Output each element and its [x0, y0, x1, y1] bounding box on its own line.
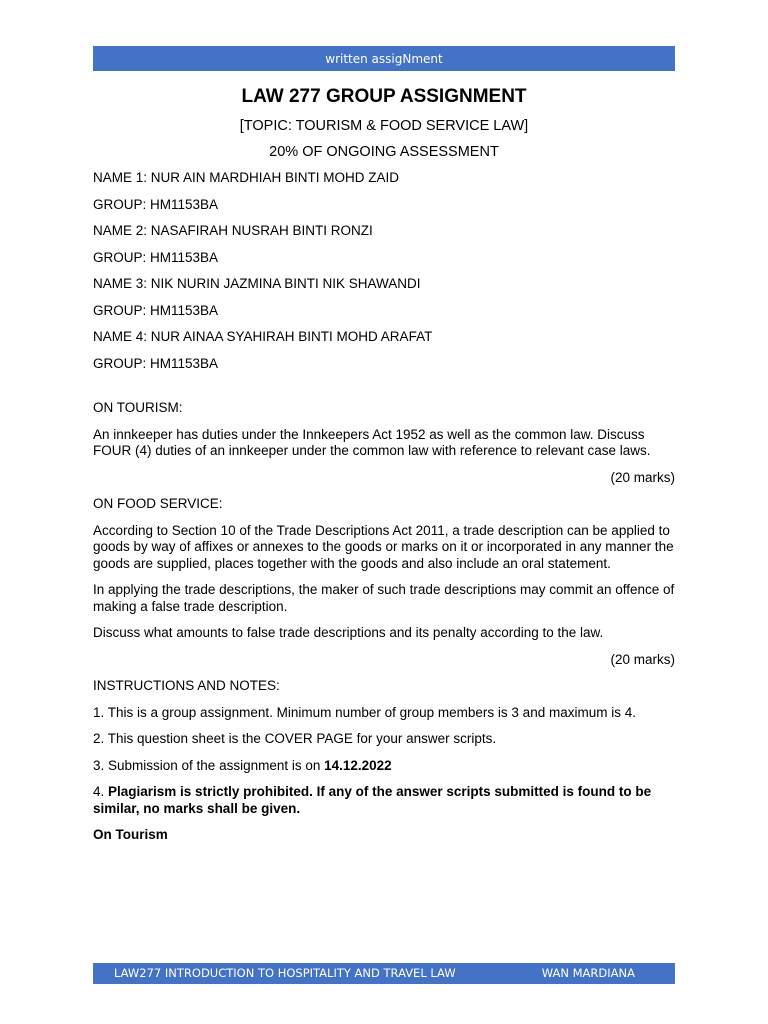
- footer-author: WAN MARDIANA: [541, 966, 635, 980]
- document-body: [93, 86, 675, 854]
- plagiarism-notice: Plagiarism is strictly prohibited. If any of the answer scripts submitted is found to be similar, no marks shall be given.: [93, 784, 652, 816]
- instruction-item-3: [93, 758, 675, 775]
- submission-date: 14.12.2022: [324, 757, 392, 773]
- instruction-item-4: [93, 784, 675, 817]
- header-label: written assigNment: [325, 51, 443, 66]
- member-group: GROUP: HM1153BA: [93, 302, 219, 318]
- document-topic: [TOPIC: TOURISM & FOOD SERVICE LAW]: [239, 118, 529, 134]
- instruction-item-1: 1. This is a group assignment. Minimum number of group members is 3 and maximum is 4.: [93, 704, 636, 720]
- instruction-item-2: 2. This question sheet is the COVER PAGE for your answer scripts.: [93, 731, 497, 746]
- footer-bar: [93, 963, 675, 984]
- tourism-heading: ON TOURISM:: [93, 400, 183, 415]
- document-weight: 20% OF ONGOING ASSESSMENT: [269, 144, 499, 160]
- member-name: NAME 4: NUR AINAA SYAHIRAH BINTI MOHD ARAFAT: [93, 329, 433, 344]
- answer-heading: [93, 827, 675, 844]
- member-name: NAME 2: NASAFIRAH NUSRAH BINTI RONZI: [93, 223, 373, 238]
- member-group: GROUP: HM1153BA: [93, 355, 219, 371]
- tourism-question: An innkeeper has duties under the Innkeepers Act 1952 as well as the common law. Discuss FOUR (4) duties of an innkeeper under the common law with reference to relevant case laws.: [93, 426, 651, 458]
- member-group: GROUP: HM1153BA: [93, 249, 219, 265]
- instruction-item-4-number: 4.: [93, 784, 109, 799]
- header-bar: [93, 46, 675, 71]
- instructions-heading: INSTRUCTIONS AND NOTES:: [93, 678, 280, 693]
- tourism-section: [93, 400, 675, 486]
- tourism-marks: (20 marks): [610, 469, 675, 485]
- instructions-section: [93, 678, 675, 844]
- food-section: [93, 496, 675, 668]
- document-title: LAW 277 GROUP ASSIGNMENT: [241, 86, 527, 107]
- food-paragraph-2: In applying the trade descriptions, the maker of such trade descriptions may commit an offence of making a false trade description.: [93, 582, 675, 614]
- food-marks: (20 marks): [610, 651, 675, 667]
- food-paragraph-3: Discuss what amounts to false trade descriptions and its penalty according to the law.: [93, 625, 604, 640]
- member-name: NAME 1: NUR AIN MARDHIAH BINTI MOHD ZAID: [93, 170, 400, 185]
- answer-heading-text: On Tourism: [93, 827, 168, 842]
- footer-course: LAW277 INTRODUCTION TO HOSPITALITY AND TRAVEL LAW: [114, 966, 456, 980]
- member-group: GROUP: HM1153BA: [93, 196, 219, 212]
- instruction-item-3-text: 3. Submission of the assignment is on: [93, 757, 325, 773]
- member-name: NAME 3: NIK NURIN JAZMINA BINTI NIK SHAWANDI: [93, 276, 421, 291]
- member-list: [93, 170, 675, 372]
- food-paragraph-1: According to Section 10 of the Trade Descriptions Act 2011, a trade description can be applied to goods by way of affixes or annexes to the goods or marks on it or incorporated in any manner the goods are supplied, places together with the goods and also include an oral statement.: [93, 522, 674, 571]
- food-heading: ON FOOD SERVICE:: [93, 496, 223, 511]
